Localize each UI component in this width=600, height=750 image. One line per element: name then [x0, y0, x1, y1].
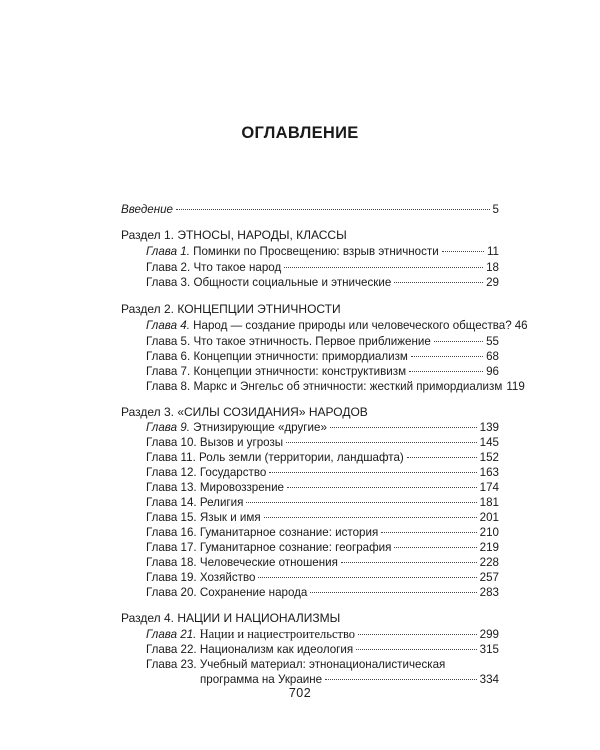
dot-leader	[246, 502, 476, 503]
section-heading: Раздел 1. ЭТНОСЫ, НАРОДЫ, КЛАССЫ	[121, 228, 347, 242]
chapter-title: Этнизирующие «другие»	[193, 421, 327, 434]
toc-entry	[146, 319, 528, 333]
page-ref: 18	[486, 261, 499, 274]
dot-leader	[356, 649, 477, 650]
toc-entry	[146, 380, 525, 394]
dot-leader	[394, 547, 476, 548]
chapter-label: Глава 17.	[146, 541, 197, 554]
page-ref: 210	[479, 526, 499, 539]
page-ref: 174	[479, 481, 499, 494]
toc-entry-intro	[121, 203, 499, 217]
chapter-title-wrap	[146, 586, 307, 600]
page-ref: 119	[506, 380, 525, 393]
page-ref: 46	[514, 319, 528, 332]
dot-leader	[264, 517, 477, 518]
chapter-title-line2: программа на Украине	[200, 673, 323, 686]
dot-leader	[442, 251, 484, 252]
dot-leader	[411, 356, 483, 357]
chapter-title: Что такое этничность. Первое приближение	[193, 335, 431, 348]
chapter-title: Концепции этничности: примордиализм	[193, 350, 408, 363]
toc-entry	[146, 335, 499, 349]
page-ref: 55	[486, 335, 499, 348]
dot-leader	[407, 457, 477, 458]
chapter-label: Глава 11.	[146, 451, 196, 464]
dot-leader	[269, 472, 476, 473]
dot-leader	[381, 532, 476, 533]
chapter-title-wrap	[146, 451, 404, 465]
intro-label: Введение	[121, 203, 173, 216]
dot-leader	[284, 267, 483, 268]
chapter-title-wrap	[146, 350, 408, 364]
chapter-title: Государство	[199, 466, 267, 479]
toc-entry	[146, 466, 499, 480]
chapter-title: Концепции этничности: конструктивизм	[193, 365, 407, 378]
page-ref: 334	[479, 673, 499, 686]
chapter-label: Глава 20.	[146, 586, 197, 599]
chapter-label: Глава 2.	[146, 261, 191, 274]
toc-entry	[146, 526, 499, 540]
page-ref: 181	[479, 496, 499, 509]
chapter-title-wrap	[146, 245, 439, 259]
toc-entry	[146, 276, 499, 290]
chapter-label: Глава 10.	[146, 436, 197, 449]
page-ref: 219	[479, 541, 499, 554]
dot-leader	[341, 562, 477, 563]
page-ref: 29	[486, 276, 499, 289]
chapter-title-wrap	[146, 365, 406, 379]
dot-leader	[287, 487, 477, 488]
chapter-label: Глава 14.	[146, 496, 197, 509]
page-number: 702	[288, 686, 312, 700]
toc-entry	[146, 511, 499, 525]
chapter-title: Мировоззрение	[199, 481, 284, 494]
chapter-title-wrap	[146, 436, 283, 450]
chapter-title-wrap	[146, 335, 431, 349]
chapter-title-wrap	[146, 466, 266, 480]
chapter-label: Глава 3.	[146, 276, 191, 289]
chapter-label: Глава 12.	[146, 466, 197, 479]
page-ref: 11	[486, 245, 499, 258]
page-ref: 201	[479, 511, 499, 524]
chapter-label: Глава 15.	[146, 511, 197, 524]
dot-leader	[258, 577, 476, 578]
chapter-title: Национализм как идеология	[199, 643, 354, 656]
chapter-label: Глава 5.	[146, 335, 191, 348]
chapter-label: Глава 6.	[146, 350, 191, 363]
chapter-label: Глава 18.	[146, 556, 197, 569]
chapter-label: Глава 22.	[146, 643, 197, 656]
chapter-title-wrap	[146, 319, 512, 333]
toc-entry	[146, 245, 499, 259]
chapter-title: Гуманитарное сознание: история	[199, 526, 379, 539]
toc-entry	[146, 556, 499, 570]
dot-leader	[409, 371, 483, 372]
chapter-title-first-line	[146, 658, 445, 672]
toc-entry	[146, 571, 499, 585]
chapter-title-wrap	[146, 261, 281, 275]
toc-entry	[200, 673, 499, 687]
chapter-title: Религия	[199, 496, 244, 509]
chapter-title: Маркс и Энгельс об этничности: жесткий примордиализм	[193, 380, 503, 393]
dot-leader	[358, 634, 477, 635]
dot-leader	[434, 341, 483, 342]
chapter-title: Гуманитарное сознание: география	[199, 541, 392, 554]
page-ref: 139	[479, 421, 499, 434]
chapter-title: Человеческие отношения	[199, 556, 338, 569]
section-heading: Раздел 3. «СИЛЫ СОЗИДАНИЯ» НАРОДОВ	[121, 405, 368, 419]
page-ref: 96	[486, 365, 499, 378]
toc-entry	[146, 261, 499, 275]
chapter-title-wrap	[146, 481, 284, 495]
page-ref: 163	[479, 466, 499, 479]
toc-entry	[146, 421, 499, 435]
page-ref: 145	[479, 436, 499, 449]
dot-leader	[310, 592, 476, 593]
page-title: ОГЛАВЛЕНИЕ	[241, 124, 359, 142]
chapter-label: Глава 7.	[146, 365, 191, 378]
page-ref: 152	[479, 451, 499, 464]
chapter-title: Учебный материал: этнонационалистическая	[199, 658, 446, 671]
toc-entry	[146, 643, 499, 657]
chapter-title: Сохранение народа	[199, 586, 308, 599]
chapter-title-wrap	[146, 511, 261, 525]
chapter-label: Глава 21.	[146, 628, 197, 641]
toc-entry	[146, 350, 499, 364]
page-ref: 283	[479, 586, 499, 599]
page-ref: 68	[486, 350, 499, 363]
chapter-label: Глава 16.	[146, 526, 197, 539]
toc-entry	[146, 586, 499, 600]
chapter-label: Глава 9.	[146, 421, 190, 434]
toc-entry	[146, 496, 499, 510]
chapter-title-wrap	[146, 541, 391, 555]
chapter-label: Глава 1.	[146, 245, 190, 258]
chapter-label: Глава 23.	[146, 658, 197, 671]
chapter-title-wrap	[146, 421, 327, 435]
dot-leader	[325, 679, 477, 680]
page-ref: 299	[479, 628, 499, 641]
page-ref: 257	[479, 571, 499, 584]
chapter-label: Глава 4.	[146, 319, 190, 332]
chapter-label: Глава 19.	[146, 571, 197, 584]
chapter-title: Общности социальные и этнические	[193, 276, 392, 289]
section-heading: Раздел 2. КОНЦЕПЦИИ ЭТНИЧНОСТИ	[121, 302, 341, 316]
chapter-title: Что такое народ	[193, 261, 282, 274]
toc-entry	[146, 436, 499, 450]
chapter-title: Нации и нациестроительство	[199, 627, 356, 641]
toc-entry	[146, 365, 499, 379]
chapter-label: Глава 8.	[146, 380, 191, 393]
dot-leader	[330, 427, 477, 428]
chapter-title-wrap	[146, 496, 243, 510]
toc-entry	[146, 541, 499, 555]
page-ref: 315	[479, 643, 499, 656]
chapter-title-wrap	[146, 276, 391, 290]
page-ref: 5	[492, 203, 499, 216]
chapter-title-wrap	[146, 526, 378, 540]
chapter-title-wrap	[146, 556, 338, 570]
chapter-title: Поминки по Просвещению: взрыв этничности	[193, 245, 439, 258]
dot-leader	[394, 282, 483, 283]
toc-entry	[146, 481, 499, 495]
chapter-title-wrap	[146, 571, 255, 585]
toc-entry	[146, 451, 499, 465]
chapter-title: Язык и имя	[199, 511, 261, 524]
chapter-label: Глава 13.	[146, 481, 197, 494]
chapter-title: Роль земли (территории, ландшафта)	[199, 451, 404, 464]
chapter-title-wrap	[146, 380, 502, 394]
section-heading: Раздел 4. НАЦИИ И НАЦИОНАЛИЗМЫ	[121, 611, 341, 625]
dot-leader	[176, 209, 490, 210]
chapter-title-wrap	[146, 627, 355, 642]
chapter-title: Хозяйство	[199, 571, 256, 584]
chapter-title-wrap	[146, 643, 353, 657]
chapter-title: Вызов и угрозы	[199, 436, 284, 449]
page-ref: 228	[479, 556, 499, 569]
toc-entry	[146, 627, 499, 642]
chapter-title: Народ — создание природы или человеческого общества?	[193, 319, 512, 332]
dot-leader	[286, 442, 477, 443]
